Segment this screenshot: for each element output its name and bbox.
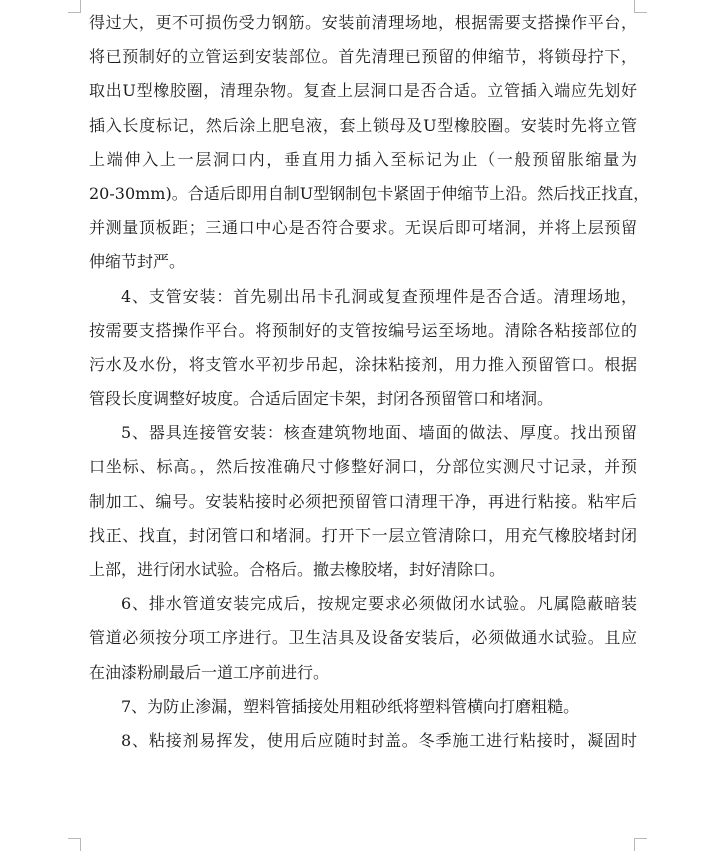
text-line: 将已预制好的立管运到安装部位。首先清理已预留的伸缩节，将锁母拧下， [89,47,637,67]
paragraph-6-line: 6、排水管道安装完成后，按规定要求必须做闭水试验。凡属隐蔽暗装 [121,594,637,614]
text-line: 插入长度标记，然后涂上肥皂液，套上锁母及U型橡胶圈。安装时先将立管 [89,115,637,135]
text-line: 在油漆粉刷最后一道工序前进行。 [89,662,330,682]
margin-mark-bottom-left [68,838,81,851]
text-line: 上部，进行闭水试验。合格后。撤去橡胶堵，封好清除口。 [89,560,506,579]
paragraph-5-line: 5、器具连接管安装：核查建筑物地面、墙面的做法、厚度。找出预留 [121,423,637,443]
paragraph-8-line: 8、粘接剂易挥发，使用后应随时封盖。冬季施工进行粘接时，凝固时 [121,730,637,750]
text-line: 伸缩节封严。 [89,252,186,272]
text-line: 管段长度调整好坡度。合适后固定卡架，封闭各预留管口和堵洞。 [89,389,554,409]
margin-mark-bottom-right [634,838,647,851]
text-line: 制加工、编号。安装粘接时必须把预留管口清理干净，再进行粘接。粘牢后 [89,491,637,511]
text-line: 取出U型橡胶圈，清理杂物。复查上层洞口是否合适。立管插入端应先划好 [89,81,637,101]
paragraph-4-line: 4、支管安装：首先剔出吊卡孔洞或复查预埋件是否合适。清理场地， [121,286,637,306]
margin-mark-top-left [68,0,81,13]
text-line: 按需要支搭操作平台。将预制好的支管按编号运至场地。清除各粘接部位的 [89,320,637,340]
text-line: 找正、找直，封闭管口和堵洞。打开下一层立管清除口，用充气橡胶堵封闭 [89,525,637,545]
text-line: 并测量顶板距；三通口中心是否符合要求。无误后即可堵洞，并将上层预留 [89,218,637,238]
text-line: 管道必须按分项工序进行。卫生洁具及设备安装后，必须做通水试验。且应 [89,628,637,648]
text-line: 口坐标、标高。，然后按准确尺寸修整好洞口，分部位实测尺寸记录，并预 [89,457,637,477]
text-line: 上端伸入上一层洞口内，垂直用力插入至标记为止（一般预留胀缩量为 [89,149,637,169]
text-line: 得过大，更不可损伤受力钢筋。安装前清理场地，根据需要支搭操作平台， [89,13,637,32]
document-body [89,6,650,758]
text-line: 20-30mm)。合适后即用自制U型钢制包卡紧固于伸缩节上沿。然后找正找直， [89,183,650,203]
text-line: 污水及水份，将支管水平初步吊起，涂抹粘接剂，用力推入预留管口。根据 [89,354,637,374]
paragraph-7-line: 7、为防止渗漏，塑料管插接处用粗砂纸将塑料管横向打磨粗糙。 [121,696,580,716]
